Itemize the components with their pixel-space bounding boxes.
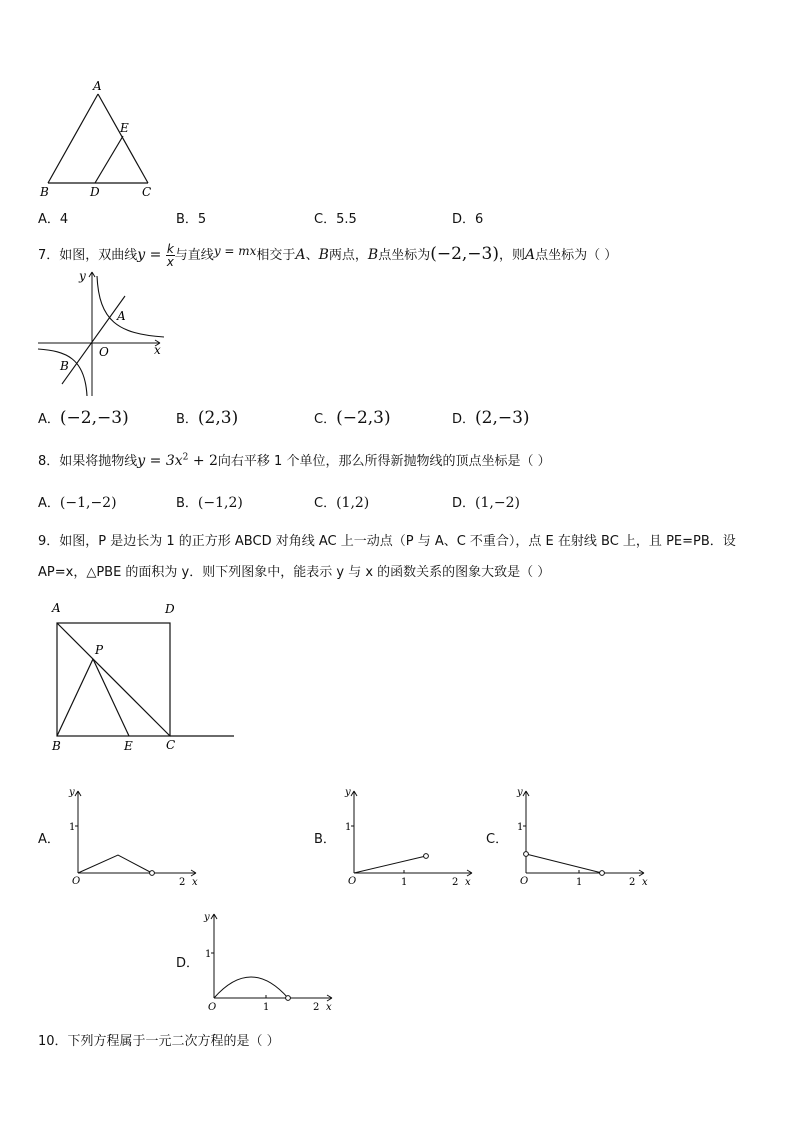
q9-label-b: B — [52, 739, 61, 753]
graph-curve — [526, 854, 602, 873]
q6-option-d[interactable] — [452, 208, 483, 227]
option-value: (−1,2) — [197, 495, 243, 511]
label-x: x — [642, 877, 648, 888]
q7-after: 相交于 — [256, 248, 296, 263]
q8-option-b[interactable] — [176, 492, 243, 511]
q7-stem — [38, 234, 617, 268]
q9-option-a-graph[interactable] — [64, 785, 204, 893]
q9-label-a: A — [52, 601, 61, 615]
q8-exp: 2 — [182, 452, 189, 463]
q7-point-a: A — [295, 247, 306, 263]
q7-label-x: x — [154, 343, 161, 357]
option-letter: C． — [314, 496, 337, 511]
option-value: (1,2) — [336, 495, 370, 511]
option-letter: C． — [314, 212, 337, 227]
label-two: 2 — [452, 877, 459, 888]
option-value: (−2,3) — [336, 408, 391, 428]
q8-option-c[interactable] — [314, 492, 369, 511]
option-letter: B． — [176, 496, 198, 511]
q6-side-ac — [98, 94, 148, 183]
label-x: x — [465, 877, 471, 888]
q7-line — [62, 296, 125, 384]
q9-option-d-graph[interactable] — [200, 908, 340, 1016]
q8-stem — [38, 450, 551, 469]
q6-label-b: B — [40, 185, 49, 199]
label-o: O — [520, 876, 529, 887]
q6-label-a: A — [93, 79, 102, 93]
option-value: 6 — [475, 212, 484, 227]
graph-curve — [78, 855, 152, 873]
q9-diagonal-ac — [57, 623, 170, 736]
q6-triangle-figure — [30, 72, 170, 202]
q6-label-c: C — [142, 185, 152, 199]
label-one-x: 1 — [401, 877, 408, 888]
q9-option-a-letter[interactable]: A． — [38, 832, 60, 847]
label-one: 1 — [517, 822, 524, 833]
q7-hyperbola-graph — [36, 266, 168, 398]
graph-curve — [214, 977, 288, 998]
label-o: O — [208, 1002, 217, 1013]
q9-option-d-letter[interactable]: D． — [176, 956, 200, 971]
q9-label-c: C — [166, 738, 176, 752]
q7-point-b2: B — [367, 247, 379, 263]
label-one-x: 1 — [263, 1002, 270, 1013]
q7-label-y: y — [79, 269, 86, 283]
option-value: 5 — [197, 212, 207, 227]
open-endpoint — [424, 854, 429, 859]
q10-stem: 10．下列方程属于一元二次方程的是（ ） — [38, 1034, 280, 1049]
option-letter: B． — [176, 212, 198, 227]
q7-after3: ，则 — [499, 248, 526, 263]
q7-label-o: O — [99, 345, 109, 359]
open-endpoint — [150, 871, 155, 876]
label-x: x — [192, 877, 198, 888]
option-letter: D． — [452, 212, 476, 227]
q7-ask: 点坐标为（ ） — [535, 248, 618, 263]
q7-fraction-denominator: x — [166, 255, 174, 269]
q7-coord-text: 点坐标为 — [378, 248, 431, 263]
q8-eq-tail: + 2 — [188, 453, 218, 469]
q9-option-b-letter[interactable]: B． — [314, 832, 336, 847]
label-one-x: 1 — [576, 877, 583, 888]
label-one: 1 — [205, 949, 212, 960]
q8-prefix: 如果将抛物线 — [59, 454, 138, 469]
option-letter: A． — [38, 212, 60, 227]
q7-prefix: 如图，双曲线 — [59, 248, 138, 263]
q9-option-c-graph[interactable] — [512, 785, 652, 893]
label-two: 2 — [629, 877, 636, 888]
option-value: (2,−3) — [475, 408, 530, 428]
q6-option-c[interactable] — [314, 208, 357, 227]
q7-number: 7． — [38, 248, 60, 263]
q6-segment-de — [95, 136, 123, 183]
q9-segment-pe — [93, 659, 129, 736]
q9-stem-line-1: 9．如图，P 是边长为 1 的正方形 ABCD 对角线 AC 上一动点（P 与 A、C 不重合），点 E 在射线 BC 上，且 PE=PB．设 — [38, 534, 736, 549]
q9-label-e: E — [124, 739, 133, 753]
q7-point-a2: A — [525, 247, 536, 263]
label-y: y — [517, 787, 523, 798]
q8-eq: y = 3x — [137, 453, 183, 469]
option-letter: A． — [38, 496, 60, 511]
q9-segment-pb — [57, 659, 93, 736]
open-endpoint-right — [600, 871, 605, 876]
q9-label-p: P — [95, 643, 104, 657]
option-value: (1,−2) — [475, 495, 520, 511]
graph-curve — [354, 856, 426, 873]
q8-option-d[interactable] — [452, 492, 520, 511]
open-endpoint — [286, 996, 291, 1001]
option-value: (2,3) — [197, 408, 239, 428]
q7-coord: (−2,−3) — [430, 244, 499, 264]
q9-option-b-graph[interactable] — [340, 785, 480, 893]
q9-label-d: D — [165, 602, 175, 616]
q6-side-ab — [48, 94, 98, 183]
q8-option-a[interactable] — [38, 492, 117, 511]
label-one: 1 — [345, 822, 352, 833]
q8-suffix: 向右平移 1 个单位，那么所得新抛物线的顶点坐标是（ ） — [217, 454, 551, 469]
q7-point-b: B — [318, 247, 329, 263]
q9-square-figure — [44, 598, 244, 758]
label-two: 2 — [313, 1002, 320, 1013]
q9-option-c-letter[interactable]: C． — [486, 832, 509, 847]
label-two: 2 — [179, 877, 186, 888]
label-x: x — [326, 1002, 332, 1013]
option-letter: D． — [452, 412, 476, 427]
q7-fraction — [166, 243, 175, 268]
q7-option-b[interactable] — [176, 408, 238, 428]
label-y: y — [345, 787, 351, 798]
open-endpoint-left — [524, 852, 529, 857]
q8-number: 8． — [38, 454, 60, 469]
q7-eq1-lhs: y = — [137, 247, 166, 263]
label-one: 1 — [69, 822, 76, 833]
q7-eq2: y = mx — [213, 244, 257, 258]
option-letter: D． — [452, 496, 476, 511]
q7-option-c[interactable] — [314, 408, 391, 428]
option-value: (−1,−2) — [59, 495, 117, 511]
label-y: y — [204, 912, 210, 923]
option-value: 4 — [59, 212, 69, 227]
option-letter: A． — [38, 412, 60, 427]
q6-label-e: E — [120, 121, 129, 135]
option-value: (−2,−3) — [59, 408, 129, 428]
q7-fraction-numerator: k — [166, 242, 174, 256]
q7-mid: 与直线 — [174, 248, 214, 263]
q9-stem-line-2: AP=x，△PBE 的面积为 y．则下列图象中，能表示 y 与 x 的函数关系的图象大致是（ ） — [38, 565, 551, 580]
q7-label-a: A — [117, 309, 126, 323]
q7-sep: 、 — [305, 248, 319, 263]
q7-hyperbola-branch-1 — [97, 276, 164, 337]
label-o: O — [348, 876, 357, 887]
option-value: 5.5 — [336, 212, 357, 227]
label-o: O — [72, 876, 81, 887]
q7-option-d[interactable] — [452, 408, 530, 428]
option-letter: C． — [314, 412, 337, 427]
option-letter: B． — [176, 412, 198, 427]
q7-after2: 两点， — [328, 248, 368, 263]
q6-option-b[interactable] — [176, 208, 206, 227]
q7-label-b: B — [60, 359, 69, 373]
q6-label-d: D — [90, 185, 100, 199]
q7-option-a[interactable] — [38, 408, 129, 428]
q6-option-a[interactable] — [38, 208, 68, 227]
label-y: y — [69, 787, 75, 798]
